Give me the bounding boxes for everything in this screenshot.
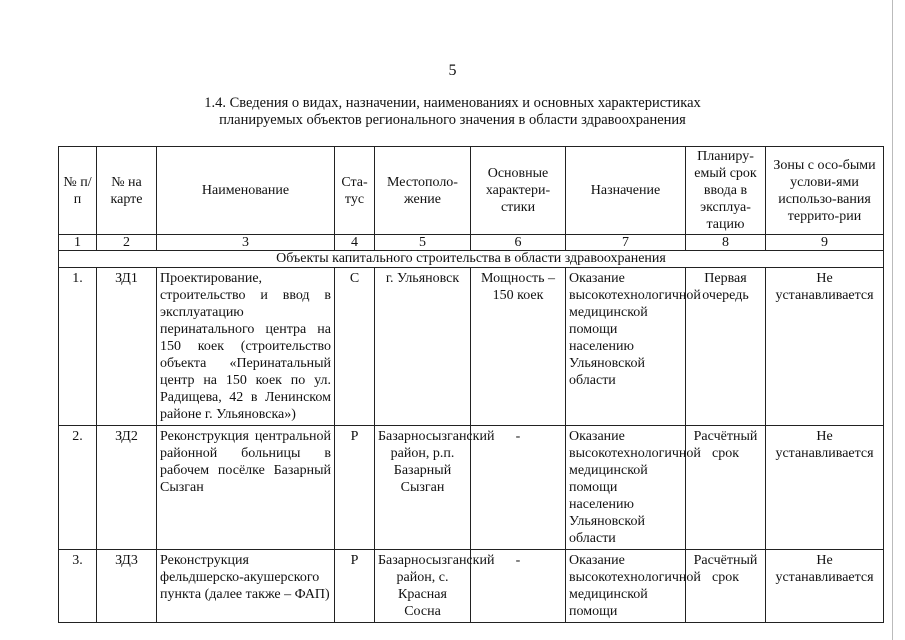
- header-location: Местополо-жение: [375, 147, 471, 235]
- page-edge-line: [892, 0, 893, 640]
- column-number: 6: [471, 235, 566, 251]
- row-name: Реконструкция центральной районной больницы в рабочем посёлке Базарный Сызган: [157, 426, 335, 550]
- header-zones: Зоны с осо-быми услови-ями использо-вания террито-рии: [766, 147, 884, 235]
- table-row: [59, 550, 884, 623]
- row-purpose: Оказание высокотехнологичной медицинской помощи: [566, 550, 686, 623]
- column-number-row: [59, 235, 884, 251]
- column-number: 8: [686, 235, 766, 251]
- row-zones: Не устанавливается: [766, 268, 884, 426]
- row-num: 1.: [59, 268, 97, 426]
- row-purpose: Оказание высокотехнологичной медицинской помощи населению Ульяновской области: [566, 426, 686, 550]
- header-status: Ста-тус: [335, 147, 375, 235]
- row-status: С: [335, 268, 375, 426]
- page-number: 5: [448, 62, 457, 79]
- row-term: Расчётный срок: [686, 550, 766, 623]
- column-number: 9: [766, 235, 884, 251]
- row-characteristics: -: [471, 550, 566, 623]
- header-map-no: № на карте: [97, 147, 157, 235]
- row-num: 2.: [59, 426, 97, 550]
- row-location: г. Ульяновск: [375, 268, 471, 426]
- section-row: [59, 251, 884, 268]
- row-term: Первая очередь: [686, 268, 766, 426]
- heading-line-2: планируемых объектов регионального значения в области здравоохранения: [219, 112, 686, 128]
- row-location: Базарносызганский район, р.п. Базарный Сызган: [375, 426, 471, 550]
- column-number: 2: [97, 235, 157, 251]
- heading-line-1: 1.4. Сведения о видах, назначении, наименованиях и основных характеристиках: [204, 95, 701, 111]
- row-term: Расчётный срок: [686, 426, 766, 550]
- row-num: 3.: [59, 550, 97, 623]
- column-number: 7: [566, 235, 686, 251]
- row-name: Проектирование, строительство и ввод в эксплуатацию перинатального центра на 150 коек (строительство объекта «Перинатальный центр на 150 коек по ул. Радищева, 42 в Ленинском районе г. Ульяновска»): [157, 268, 335, 426]
- header-num: № п/п: [59, 147, 97, 235]
- header-characteristics: Основные характери-стики: [471, 147, 566, 235]
- header-term: Планиру-емый срок ввода в эксплуа-тацию: [686, 147, 766, 235]
- row-zones: Не устанавливается: [766, 426, 884, 550]
- column-number: 3: [157, 235, 335, 251]
- row-characteristics: Мощность – 150 коек: [471, 268, 566, 426]
- column-number: 1: [59, 235, 97, 251]
- table-row: [59, 426, 884, 550]
- header-purpose: Назначение: [566, 147, 686, 235]
- table-heading: [120, 95, 785, 129]
- row-status: Р: [335, 426, 375, 550]
- row-purpose: Оказание высокотехнологичной медицинской помощи населению Ульяновской области: [566, 268, 686, 426]
- row-map-no: ЗД3: [97, 550, 157, 623]
- row-map-no: ЗД2: [97, 426, 157, 550]
- column-number: 5: [375, 235, 471, 251]
- row-map-no: ЗД1: [97, 268, 157, 426]
- header-name: Наименование: [157, 147, 335, 235]
- table-row: [59, 268, 884, 426]
- column-number: 4: [335, 235, 375, 251]
- row-zones: Не устанавливается: [766, 550, 884, 623]
- row-location: Базарносызганский район, с. Красная Сосна: [375, 550, 471, 623]
- header-row: [59, 147, 884, 235]
- row-name: Реконструкция фельдшерско-акушерского пункта (далее также – ФАП): [157, 550, 335, 623]
- section-title: Объекты капитального строительства в области здравоохранения: [59, 251, 884, 268]
- planned-objects-table: [58, 146, 884, 623]
- row-characteristics: -: [471, 426, 566, 550]
- row-status: Р: [335, 550, 375, 623]
